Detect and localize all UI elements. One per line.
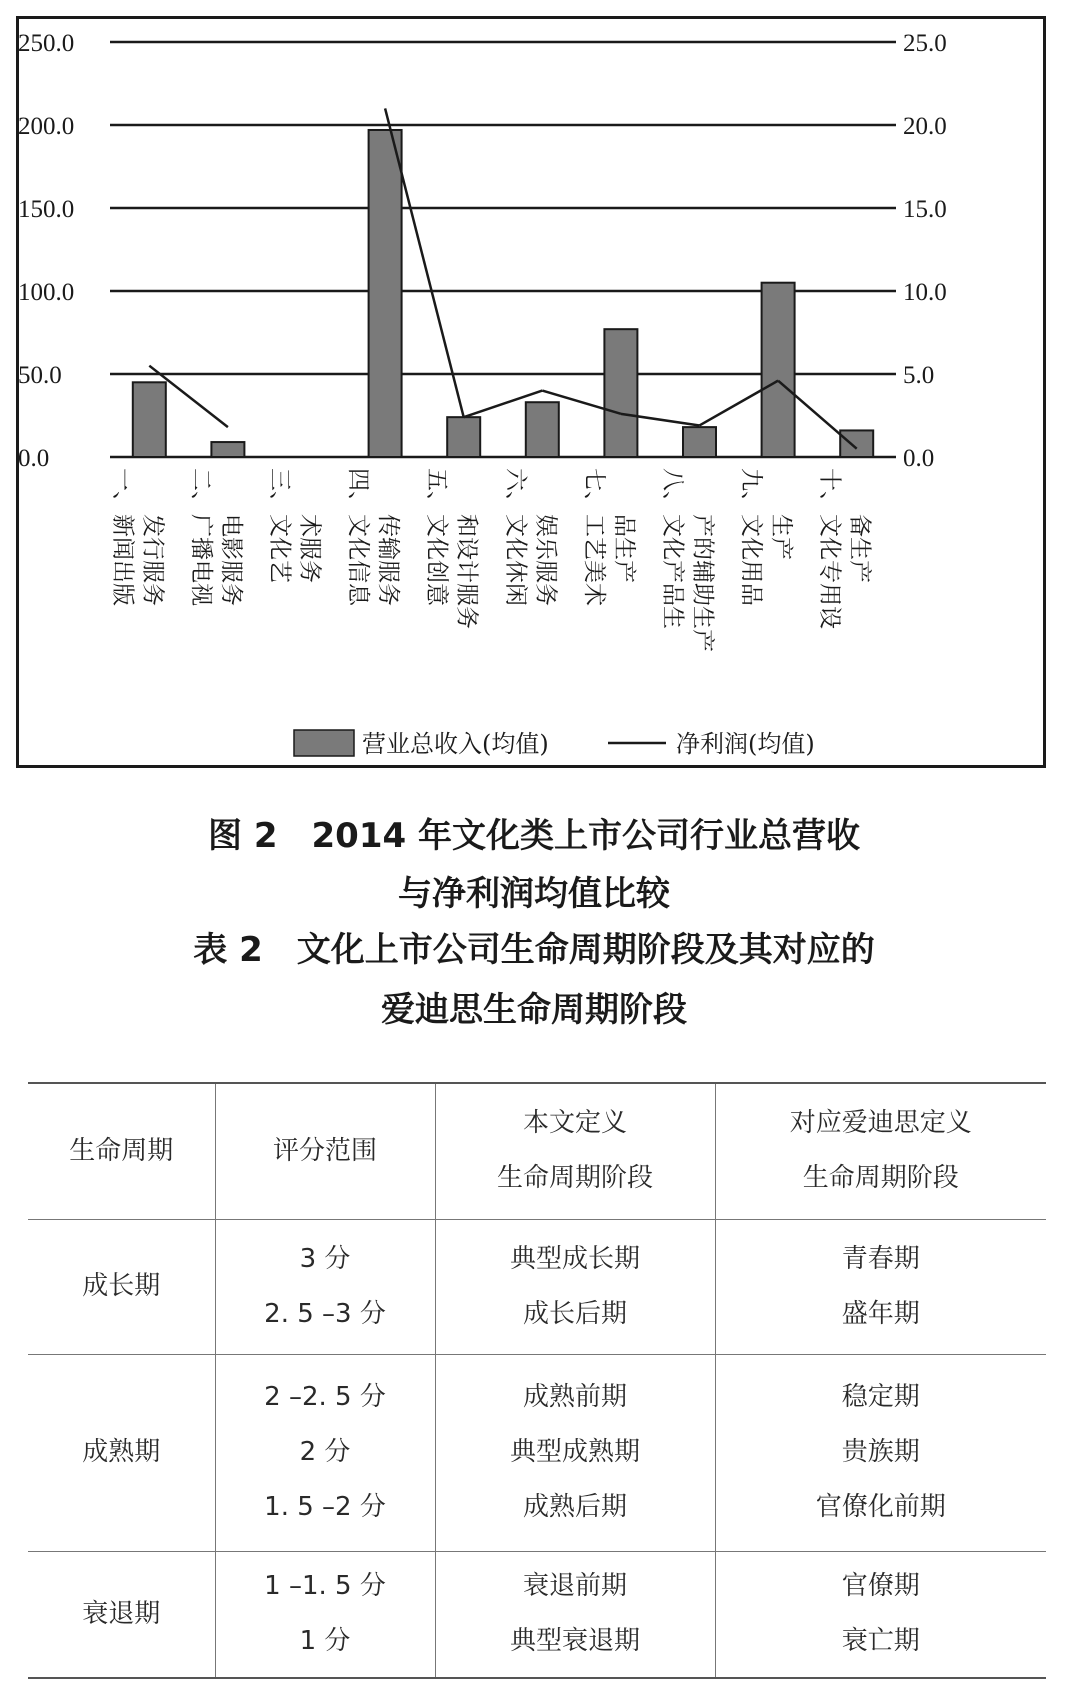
header-own-definition-line1: 本文定义 [522, 1108, 627, 1139]
adizes-value: 贵族期 [841, 1437, 920, 1467]
category-label [424, 468, 480, 629]
cell-scores [215, 1551, 435, 1678]
y-right-tick-label: 25.0 [903, 30, 947, 57]
table-row [28, 1551, 1046, 1678]
category-label-line: 七、工艺美术 [580, 468, 607, 606]
y-left-tick-label: 50.0 [18, 362, 62, 389]
category-label-line: 一、新闻出版 [109, 468, 136, 606]
chart-figure [16, 16, 1046, 768]
definition-value: 衰退前期 [522, 1571, 627, 1602]
header-adizes-line1: 对应爱迪思定义 [789, 1108, 972, 1139]
category-label-line: 二、广播电视 [187, 468, 214, 606]
definition-value: 典型衰退期 [509, 1626, 640, 1657]
score-value: 2 –2. 5 分 [264, 1382, 386, 1412]
score-value: 1. 5 –2 分 [264, 1492, 386, 1522]
table-caption-line2: 爱迪思生命周期阶段 [381, 990, 687, 1030]
category-label-line: 四、文化信息 [345, 468, 372, 606]
category-label-line: 和设计服务 [453, 514, 480, 629]
chart-legend [294, 730, 815, 758]
cell-definitions [435, 1219, 715, 1354]
category-label [817, 468, 873, 629]
category-label-line: 发行服务 [139, 514, 166, 606]
cell-scores [215, 1219, 435, 1354]
bar [447, 417, 480, 457]
definition-value: 成熟前期 [522, 1382, 627, 1412]
header-adizes-definition [715, 1083, 1046, 1219]
legend-line-label: 净利润(均值) [676, 730, 815, 758]
y-left-tick-label: 250.0 [18, 30, 75, 57]
cell-stage: 成长期 [82, 1271, 161, 1301]
adizes-value: 衰亡期 [841, 1626, 920, 1657]
cell-adizes [715, 1551, 1046, 1678]
legend-bar-label: 营业总收入(均值) [362, 730, 549, 758]
category-label-line: 传输服务 [375, 514, 402, 606]
y-left-tick-label: 0.0 [18, 445, 50, 472]
adizes-value: 青春期 [841, 1243, 920, 1274]
cell-scores [215, 1354, 435, 1551]
y-left-tick-label: 150.0 [18, 196, 75, 223]
category-label [660, 468, 716, 652]
cell-adizes [715, 1354, 1046, 1551]
category-label-line: 六、文化休闲 [502, 468, 529, 606]
category-label-line: 十、文化专用设 [816, 468, 843, 629]
category-label [345, 468, 401, 607]
y-left-tick-label: 200.0 [18, 113, 75, 140]
score-value: 1 –1. 5 分 [264, 1571, 386, 1602]
category-label [581, 468, 637, 606]
adizes-value: 盛年期 [841, 1298, 920, 1329]
chart-border [18, 18, 1045, 767]
cell-stage: 成熟期 [82, 1437, 161, 1467]
adizes-value: 官僚化前期 [815, 1492, 946, 1522]
cell-definitions [435, 1354, 715, 1551]
category-label-line: 术服务 [296, 514, 323, 583]
y-right-tick-label: 15.0 [903, 196, 947, 223]
score-value: 1 分 [299, 1626, 351, 1657]
category-label [109, 468, 165, 606]
adizes-value: 官僚期 [841, 1571, 920, 1602]
category-label-line: 品生产 [610, 514, 637, 583]
y-right-tick-label: 0.0 [903, 445, 935, 472]
score-value: 3 分 [299, 1243, 351, 1274]
cell-adizes [715, 1219, 1046, 1354]
category-label-line: 五、文化创意 [423, 468, 450, 606]
bar [840, 430, 873, 457]
category-label-line: 备生产 [846, 514, 873, 583]
bar [369, 130, 402, 457]
definition-value: 典型成长期 [509, 1243, 640, 1274]
bar [683, 427, 716, 457]
header-own-definition [435, 1083, 715, 1219]
definition-value: 成熟后期 [522, 1492, 627, 1522]
category-label-line: 三、文化艺 [266, 468, 293, 583]
header-own-definition-line2: 生命周期阶段 [496, 1163, 653, 1194]
header-adizes-line2: 生命周期阶段 [802, 1163, 959, 1194]
header-score-range: 评分范围 [215, 1083, 435, 1219]
bar [211, 442, 244, 457]
category-label [188, 468, 244, 606]
table-header-row [28, 1083, 1046, 1219]
bar [526, 402, 559, 457]
cell-stage: 衰退期 [82, 1598, 161, 1629]
category-label-line: 八、文化产品生 [659, 468, 686, 629]
bar [604, 329, 637, 457]
table-caption-line1: 表 2 文化上市公司生命周期阶段及其对应的 [193, 930, 875, 970]
category-label [502, 468, 558, 606]
y-right-tick-label: 5.0 [903, 362, 935, 389]
bar [133, 382, 166, 457]
chart-svg [16, 16, 1046, 768]
table-row [28, 1219, 1046, 1354]
category-label [267, 468, 323, 583]
table-row [28, 1354, 1046, 1551]
figure-caption-line2: 与净利润均值比较 [398, 874, 670, 914]
header-lifecycle: 生命周期 [69, 1135, 174, 1166]
category-label-line: 产的辅助生产 [689, 514, 716, 652]
adizes-value: 稳定期 [841, 1382, 920, 1412]
legend-bar-swatch [294, 730, 354, 756]
category-label-line: 生产 [768, 514, 795, 560]
definition-value: 成长后期 [522, 1298, 627, 1329]
definition-value: 典型成熟期 [509, 1437, 640, 1467]
figure-caption-line1: 图 2 2014 年文化类上市公司行业总营收 [208, 816, 860, 856]
category-label [738, 468, 794, 606]
lifecycle-table [28, 1082, 1046, 1679]
cell-definitions [435, 1551, 715, 1678]
category-label-line: 娱乐服务 [532, 514, 559, 606]
y-right-tick-label: 20.0 [903, 113, 947, 140]
category-label-line: 电影服务 [217, 514, 244, 606]
bar [762, 283, 795, 457]
y-left-tick-label: 100.0 [18, 279, 75, 306]
score-value: 2. 5 –3 分 [264, 1298, 386, 1329]
category-label-line: 九、文化用品 [738, 468, 765, 606]
y-right-tick-label: 10.0 [903, 279, 947, 306]
score-value: 2 分 [299, 1437, 351, 1467]
